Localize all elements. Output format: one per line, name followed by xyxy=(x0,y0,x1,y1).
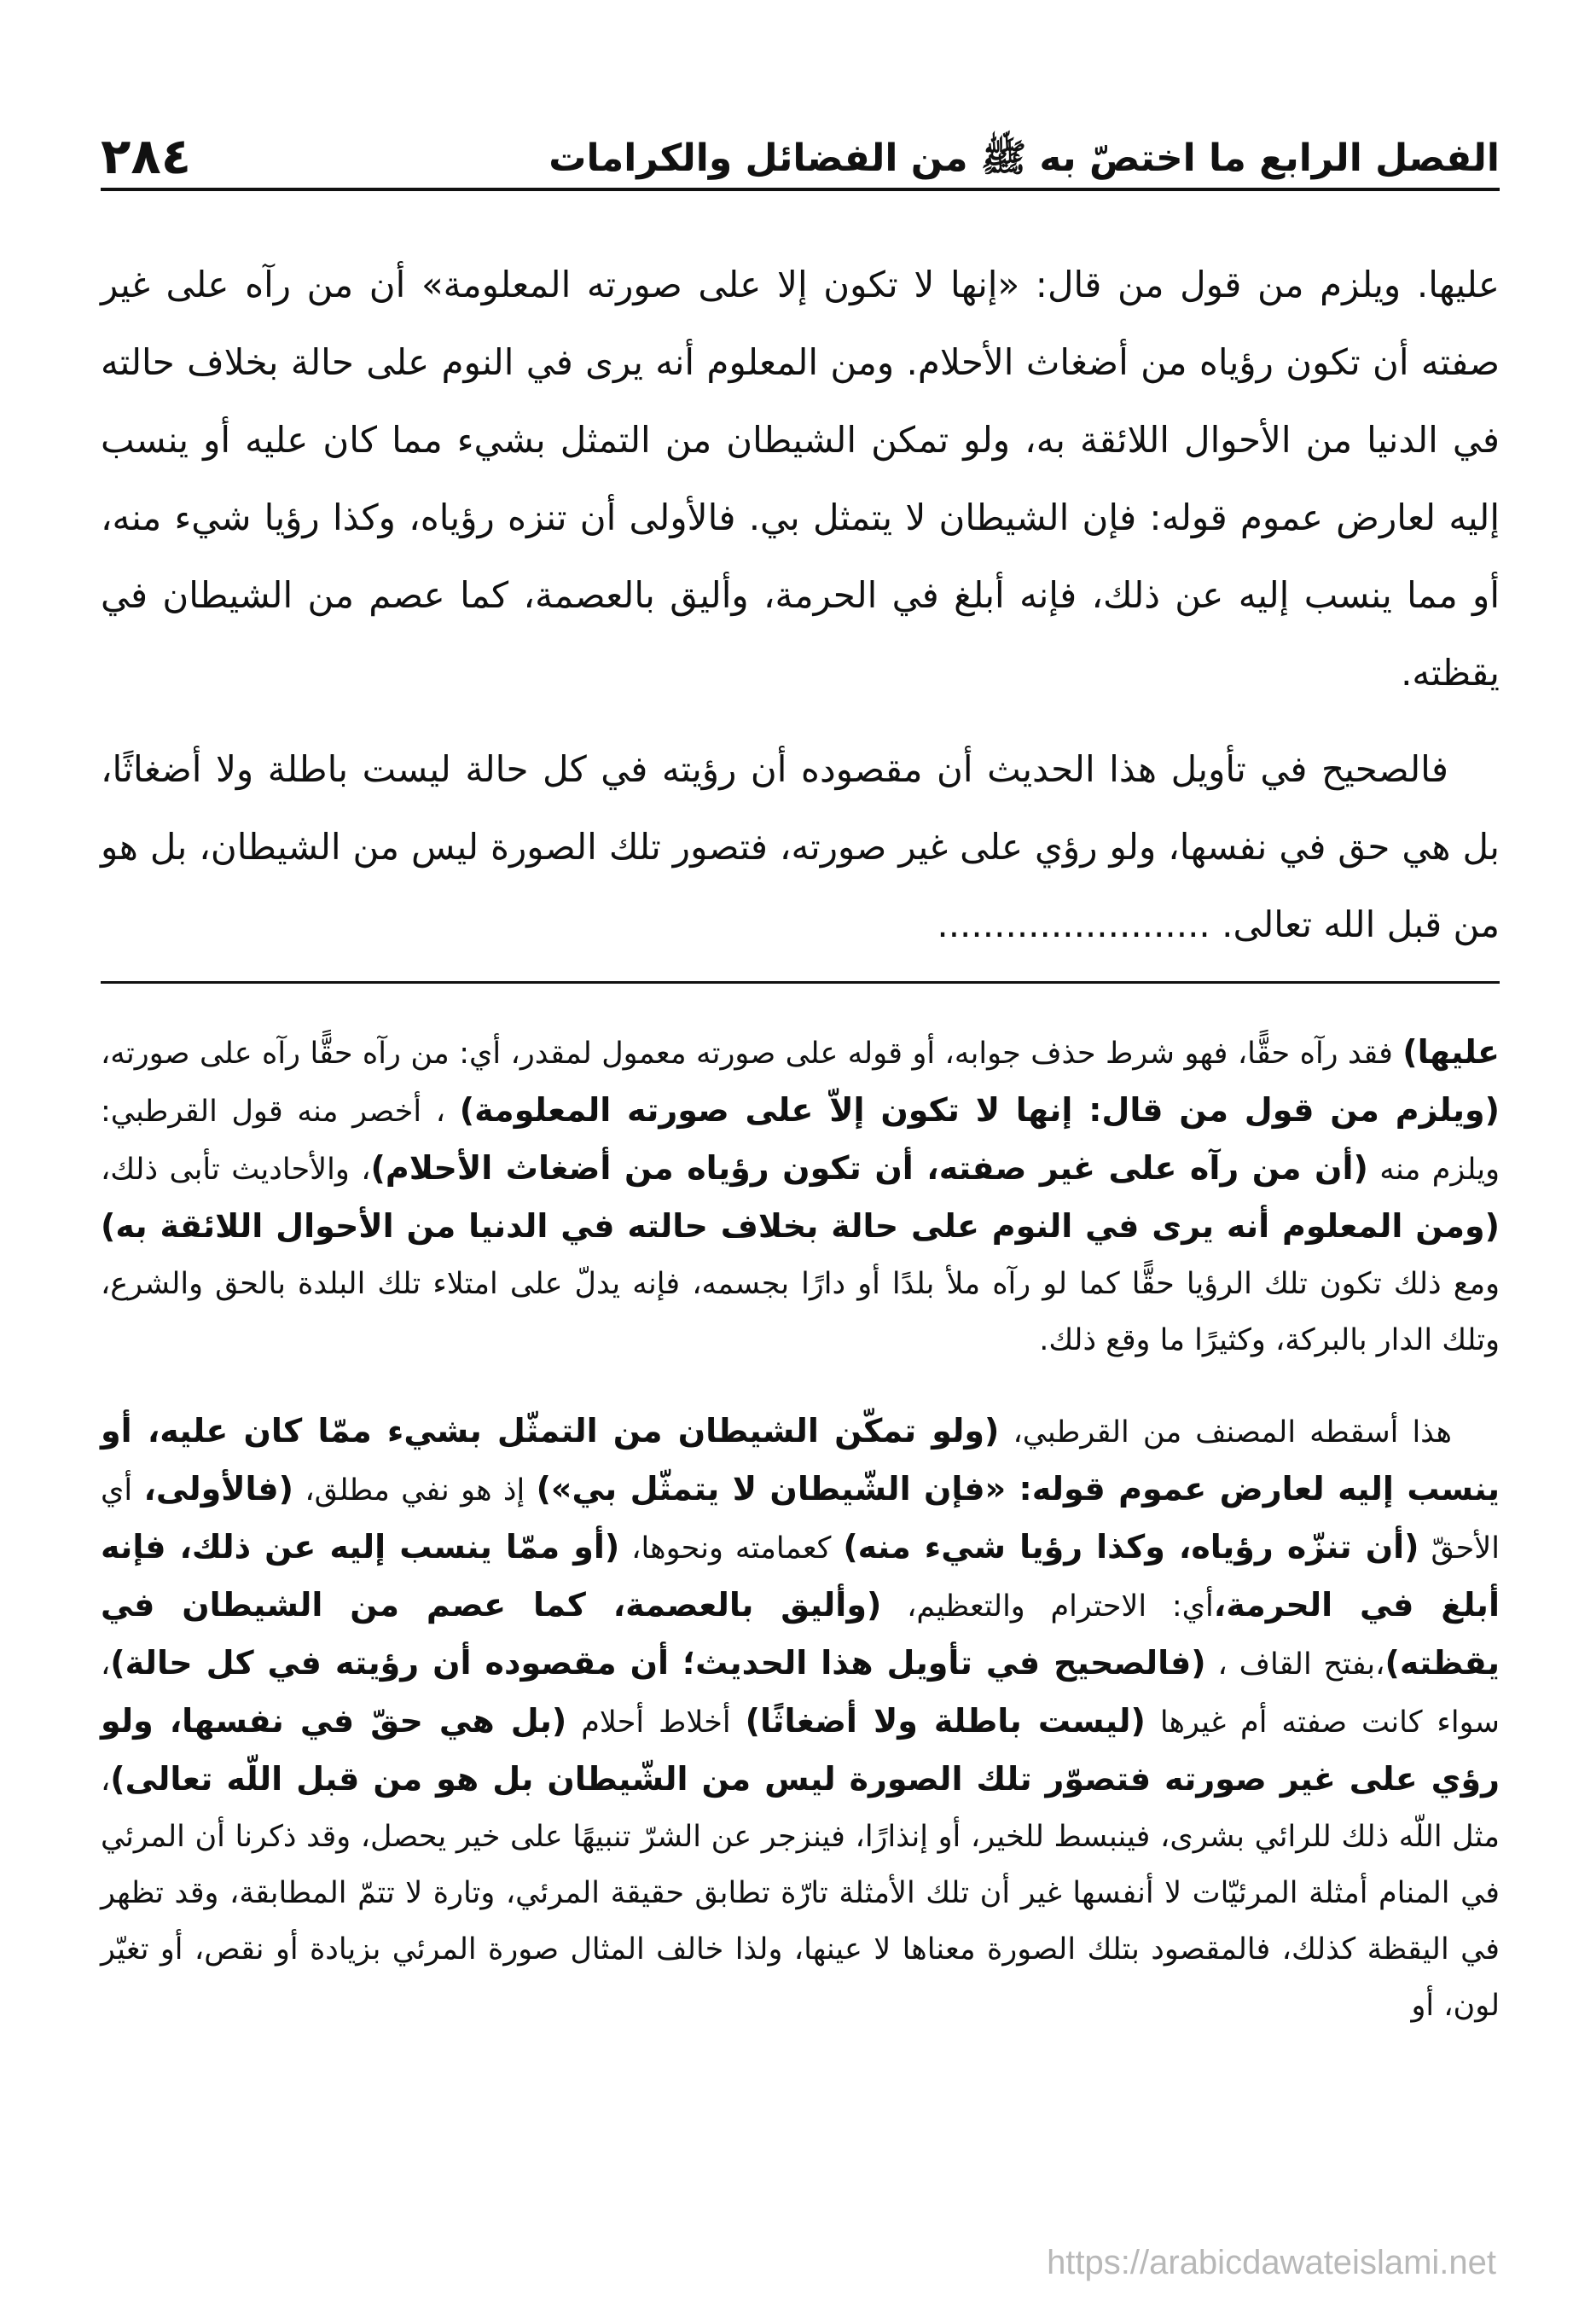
running-header xyxy=(101,109,1500,185)
site-watermark: https://arabicdawateislami.net xyxy=(1047,2244,1496,2281)
commentary-text: فقد رآه حقًّا، فهو شرط حذف جوابه، أو قوله على صورته معمول لمقدر، أي: من رآه حقًّا رآه على صورته، xyxy=(101,1037,1403,1071)
quoted-text: (ويلزم من قول من قال: إنها لا تكون إلاّ على صورته المعلومة) xyxy=(459,1091,1500,1129)
quoted-text: عليها) xyxy=(1402,1033,1500,1071)
commentary-text: ، والأحاديث تأبى ذلك، xyxy=(101,1153,371,1187)
commentary-text: إذ هو نفي مطلق، xyxy=(293,1473,537,1508)
book-page xyxy=(101,0,1500,2324)
quoted-text: (ولو تمكّن الشيطان من التمثّل بشيء ممّا كان عليه، أو ينسب إليه لعارض عموم قوله: «فإن الشّيطان لا يتمثّل بي») xyxy=(101,1412,1500,1508)
commentary-text: ومع ذلك تكون تلك الرؤيا حقًّا كما لو رآه ملأ بلدًا أو دارًا بجسمه، فإنه يدلّ على امتلاء تلك البلدة بالحق والشرع، وتلك الدار بالبركة، وكثيرًا ما وقع ذلك. xyxy=(101,1267,1500,1357)
quoted-text: (فالصحيح في تأويل هذا الحديث؛ أن مقصوده أن رؤيته في كل حالة) xyxy=(110,1644,1206,1682)
main-paragraph: عليها. ويلزم من قول من قال: «إنها لا تكون إلا على صورته المعلومة» أن من رآه على غير صفته أن تكون رؤياه من أضغاث الأحلام. ومن المعلوم أنه يرى في النوم على حالة بخلاف حالته في الدنيا من الأحوال اللائقة به، ولو تمكن الشيطان من التمثل بشيء مما كان عليه أو ينسب إليه لعارض عموم قوله: فإن الشيطان لا يتمثل بي. فالأولى أن تنزه رؤياه، وكذا رؤيا شيء منه، أو مما ينسب إليه عن ذلك، فإنه أبلغ في الحرمة، وأليق بالعصمة، كما عصم من الشيطان في يقظته. xyxy=(101,264,1500,694)
commentary-text: ، سواء كانت صفته أم غيرها xyxy=(101,1647,1500,1740)
commentary-text: ، أخصر منه قول القرطبي: ويلزم منه xyxy=(101,1095,1500,1187)
main-paragraph: فالصحيح في تأويل هذا الحديث أن مقصوده أن رؤيته في كل حالة ليست باطلة ولا أضغاثًا، بل هي حق في نفسها، ولو رؤي على غير صورته، فتصور تلك الصورة ليس من الشيطان، بل هو من قبل الله تعالى. ........................ xyxy=(101,748,1500,945)
footnote-separator xyxy=(101,981,1500,984)
commentary-text: أي الأحقّ xyxy=(101,1473,1500,1566)
commentary-text: أخلاط أحلام xyxy=(566,1705,746,1740)
commentary-text: ، مثل اللّه ذلك للرائي بشرى، فينبسط للخير، أو إنذارًا، فينزجر عن الشرّ تنبيهًا على خير يحصل، وقد ذكرنا أن المرئي في المنام أمثلة المرئيّات لا أنفسها غير أن تلك الأمثلة تارّة تطابق حقيقة المرئي، وتارة لا تتمّ المطابقة، وقد تظهر في اليقظة كذلك، فالمقصود بتلك الصورة معناها لا عينها، ولذا خالف المثال صورة المرئي بزيادة أو نقص، أو تغيّر لون، أو xyxy=(101,1763,1500,2023)
quoted-text: (ليست باطلة ولا أضغاثًا) xyxy=(745,1702,1146,1740)
quoted-text: (بل هي حقّ في نفسها، ولو رؤي على غير صورته فتصوّر تلك الصورة ليس من الشّيطان بل هو من قبل اللّه تعالى) xyxy=(101,1702,1500,1798)
quoted-text: (أن من رآه على غير صفته، أن تكون رؤياه من أضغاث الأحلام) xyxy=(370,1149,1368,1187)
commentary-paragraph xyxy=(101,1024,1500,1368)
chapter-title: الفصل الرابع ما اختصّ به ﷺ من الفضائل والكرامات xyxy=(549,137,1500,181)
quoted-text: (أن تنزّه رؤياه، وكذا رؤيا شيء منه) xyxy=(843,1528,1419,1566)
commentary-text: ،بفتح القاف ، xyxy=(1205,1647,1385,1682)
main-text-block xyxy=(101,246,1500,982)
quoted-text: (أو ممّا ينسب إليه عن ذلك، فإنه أبلغ في الحرمة، xyxy=(101,1528,1500,1624)
page-number: ٢٨٤ xyxy=(101,127,192,185)
commentary-block xyxy=(101,1024,1500,2068)
quoted-text: (وأليق بالعصمة، كما عصم من الشيطان في يقظته) xyxy=(101,1586,1500,1682)
commentary-paragraph xyxy=(101,1403,1500,2034)
header-rule xyxy=(101,188,1500,191)
commentary-text: أي: الاحترام والتعظيم، xyxy=(881,1589,1214,1624)
commentary-text: هذا أسقطه المصنف من القرطبي، xyxy=(999,1415,1452,1450)
commentary-text: كعمامته ونحوها، xyxy=(619,1531,844,1566)
quoted-text: (فالأولى، xyxy=(143,1470,294,1508)
quoted-text: (ومن المعلوم أنه يرى في النوم على حالة بخلاف حالته في الدنيا من الأحوال اللائقة به) xyxy=(101,1207,1500,1245)
